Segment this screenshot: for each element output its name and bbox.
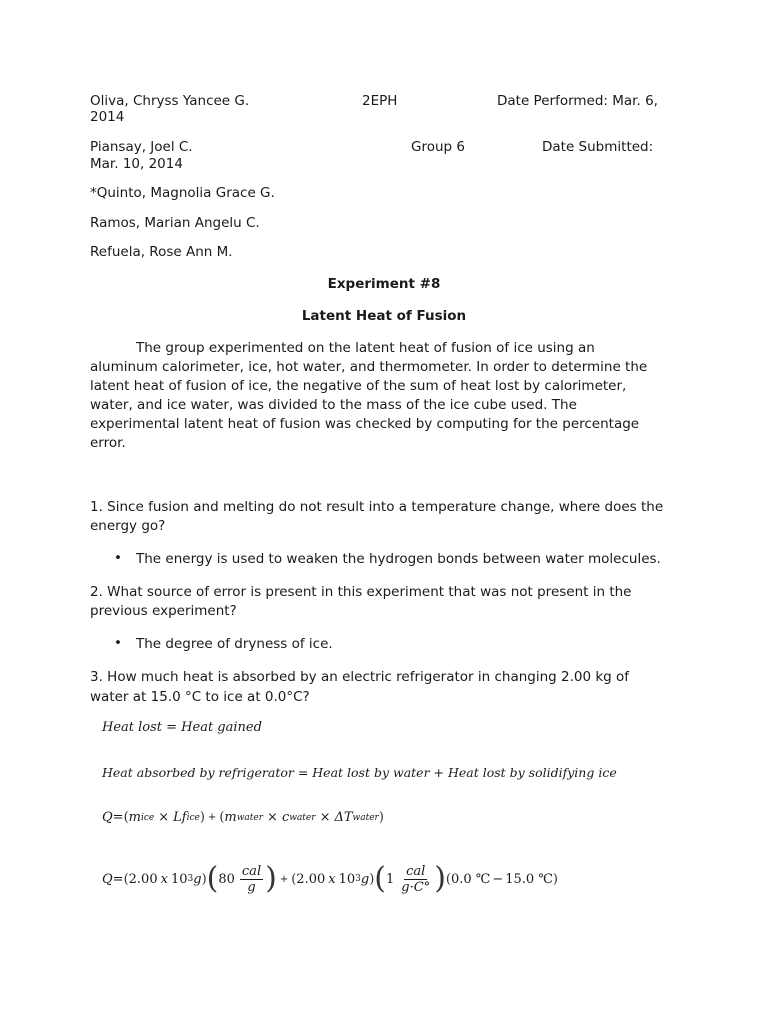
question-2-line-1: 2. What source of error is present in this experiment that was not present in the <box>90 584 632 600</box>
equals-sign: = <box>112 871 124 887</box>
author-name-5: Refuela, Rose Ann M. <box>90 244 233 260</box>
ten-base: 10 <box>338 871 356 887</box>
question-1-line-1: 1. Since fusion and melting do not result into a temperature change, where does the <box>90 499 664 515</box>
times-sign: × <box>319 810 331 825</box>
paren-close: ) <box>369 871 375 887</box>
paren-close: ) <box>201 871 207 887</box>
initial-temperature: 15.0 ℃ <box>505 871 553 887</box>
delta-t-symbol: ΔT <box>334 810 353 825</box>
unit-fraction-cal-per-g-c <box>399 864 432 895</box>
equals-sign: = <box>112 810 124 825</box>
author-name-1: Oliva, Chryss Yancee G. <box>90 93 250 109</box>
c-water-subscript: water <box>289 812 316 823</box>
paren-close: ) <box>378 810 384 825</box>
group-label: Group 6 <box>411 139 465 155</box>
date-performed-year: 2014 <box>90 109 125 125</box>
equation-heat-absorbed: Heat absorbed by refrigerator = Heat lost by water + Heat lost by solidifying ice <box>102 765 617 780</box>
paren-open: ( <box>445 871 451 887</box>
times-sign: × <box>267 810 278 825</box>
big-paren-close: ) <box>434 861 446 896</box>
equation-q-symbolic <box>102 810 384 825</box>
fraction-numerator: cal <box>241 863 262 879</box>
abstract-paragraph: The group experimented on the latent heat of fusion of ice using an aluminum calorimeter, ice, hot water, and thermometer. In order to determine the latent heat of fusion of ice, the negative of the sum of heat lost by calorimeter, water, and ice water, was divided to the mass of the ice cube used. The experimental latent heat of fusion was checked by computing for the percentage error. <box>90 340 648 451</box>
times-sign: × <box>158 810 170 825</box>
m-water-symbol: m <box>224 810 237 825</box>
lf-subscript: ice <box>186 812 200 823</box>
author-name-2: Piansay, Joel C. <box>90 139 193 155</box>
mass-ice-value: 2.00 <box>128 871 158 887</box>
delta-t-subscript: water <box>352 812 379 823</box>
latent-heat-value: 80 <box>218 871 235 887</box>
c-water-symbol: c <box>281 810 290 825</box>
x-multiply: x <box>328 871 336 887</box>
bullet-icon: • <box>114 550 122 566</box>
experiment-title: Latent Heat of Fusion <box>301 308 467 324</box>
specific-heat-value: 1 <box>386 871 395 887</box>
paren-open: ( <box>219 810 225 825</box>
mass-water-value: 2.00 <box>296 871 326 887</box>
author-name-4: Ramos, Marian Angelu C. <box>90 215 260 231</box>
big-paren-close: ) <box>265 861 277 896</box>
exponent: 3 <box>187 874 194 884</box>
answer-2: The degree of dryness of ice. <box>136 636 333 652</box>
fraction-numerator: cal <box>406 863 426 879</box>
paren-open: ( <box>123 810 129 825</box>
date-submitted-value: Mar. 10, 2014 <box>90 156 183 172</box>
question-3-line-2: water at 15.0 °C to ice at 0.0°C? <box>90 689 310 705</box>
gram-unit: g <box>360 871 370 887</box>
final-temperature: 0.0 ℃ <box>450 871 491 887</box>
author-name-3: *Quinto, Magnolia Grace G. <box>90 185 275 201</box>
equation-heat-balance: Heat lost = Heat gained <box>102 720 262 735</box>
question-2-line-2: previous experiment? <box>90 603 237 619</box>
lf-symbol: Lf <box>173 810 187 825</box>
section-label: 2EPH <box>362 93 398 109</box>
paren-close: ) <box>199 810 205 825</box>
fraction-denominator: g <box>247 879 256 895</box>
m-ice-symbol: m <box>128 810 141 825</box>
fraction-denominator: g·C° <box>401 879 431 895</box>
question-3-line-1: 3. How much heat is absorbed by an electric refrigerator in changing 2.00 kg of <box>90 669 630 685</box>
answer-1: The energy is used to weaken the hydrogen bonds between water molecules. <box>136 551 661 567</box>
m-water-subscript: water <box>236 812 264 823</box>
paren-close: ) <box>552 871 558 887</box>
date-submitted-label: Date Submitted: <box>542 139 654 155</box>
gram-unit: g <box>193 871 202 887</box>
exponent: 3 <box>355 874 361 884</box>
unit-fraction-cal-per-g <box>240 864 263 895</box>
big-paren-open: ( <box>374 861 386 896</box>
ten-base: 10 <box>170 871 188 887</box>
equation-q-numeric <box>102 858 558 900</box>
x-multiply: x <box>160 871 168 887</box>
q-symbol: Q <box>102 810 113 825</box>
plus-sign: + <box>279 873 289 885</box>
bullet-icon: • <box>114 635 122 651</box>
experiment-number: Experiment #8 <box>327 276 441 292</box>
question-1-line-2: energy go? <box>90 518 166 534</box>
paren-open: ( <box>123 871 129 887</box>
m-ice-subscript: ice <box>140 812 155 823</box>
minus-sign: − <box>492 871 504 887</box>
big-paren-open: ( <box>206 861 219 896</box>
plus-sign: + <box>207 812 217 823</box>
q-symbol: Q <box>102 871 113 887</box>
paren-open: ( <box>291 871 297 887</box>
date-performed-label: Date Performed: Mar. 6, <box>497 93 658 109</box>
